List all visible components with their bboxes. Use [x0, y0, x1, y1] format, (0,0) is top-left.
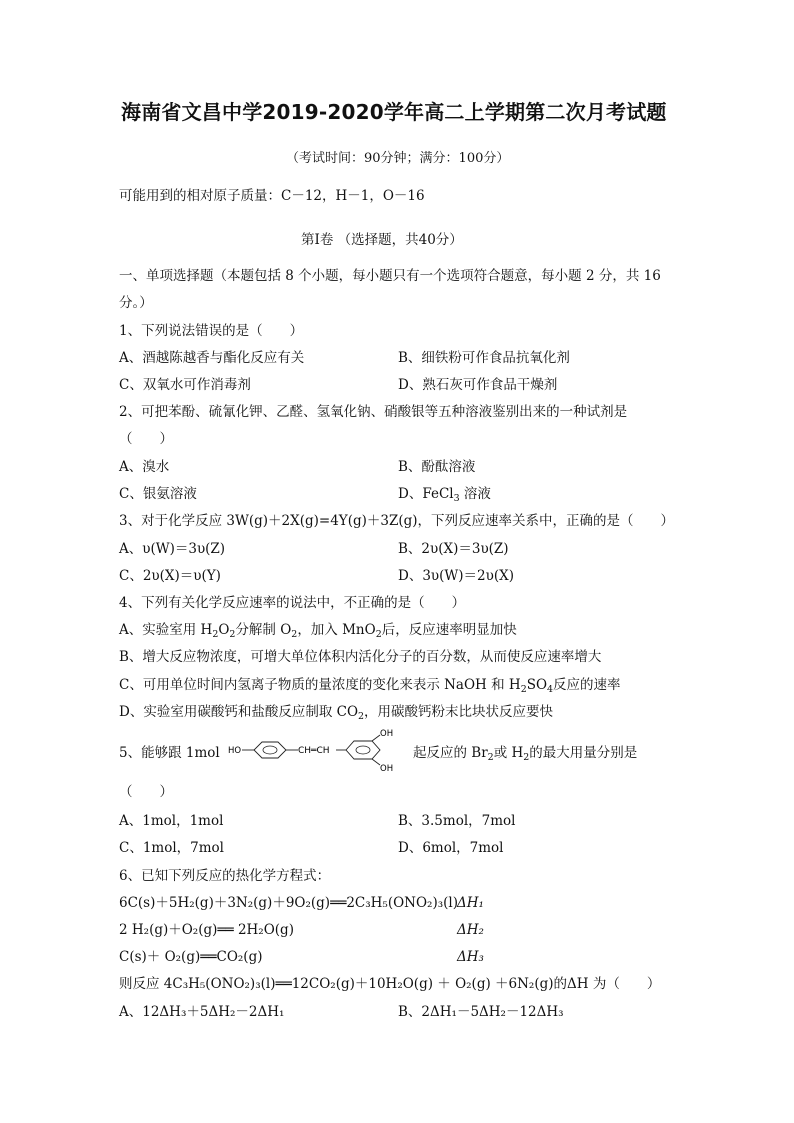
question-2-stem: 2、可把苯酚、硫氰化钾、乙醛、氢氧化钠、硝酸银等五种溶液鉴别出来的一种试剂是 [119, 404, 628, 420]
q6-equation-3: C(s)＋ O₂(g)══CO₂(g) [119, 949, 263, 965]
atomic-masses: 可能用到的相对原子质量：C－12，H－1，O－16 [119, 188, 425, 204]
mol-ho-label: HO [228, 746, 242, 756]
q2-d-text2: 溶液 [459, 486, 491, 502]
q6-equation-2: 2 H₂(g)＋O₂(g)══ 2H₂O(g) [119, 922, 294, 938]
q3-option-c: C、2υ(X)＝υ(Y) [119, 568, 221, 584]
q4-a-s1: 2 [212, 629, 219, 640]
page-title: 海南省文昌中学2019-2020学年高二上学期第二次月考试题 [121, 100, 667, 124]
q1-option-b: B、细铁粉可作食品抗氧化剂 [398, 350, 570, 366]
q4-a-t2: O [218, 622, 230, 638]
q5-option-d: D、6mol，7mol [398, 840, 504, 856]
q4-option-a [119, 621, 517, 639]
question-1-stem: 1、下列说法错误的是（ ） [119, 323, 304, 339]
q2-option-a: A、溴水 [119, 459, 170, 475]
q4-a-s2: 2 [229, 629, 236, 640]
benzene-ring-1 [254, 742, 286, 758]
question-5-stem-start: 5、能够跟 1mol [119, 745, 220, 761]
q2-option-b: B、酚酞溶液 [398, 459, 476, 475]
section-intro-line1: 一、单项选择题（本题包括 8 个小题，每小题只有一个选项符合题意，每小题 2 分，共 16 [119, 268, 661, 284]
stilbene-molecule-structure [228, 727, 408, 775]
q6-dh3: ΔH₃ [457, 949, 484, 965]
q4-c-t3: 反应的速率 [553, 677, 621, 693]
question-6-stem: 6、已知下列反应的热化学方程式： [119, 868, 331, 884]
q1-option-c: C、双氧水可作消毒剂 [119, 377, 251, 393]
q5-option-a: A、1mol，1mol [119, 813, 224, 829]
q2-d-sub: 3 [453, 493, 460, 504]
mol-oh-top-label: OH [380, 729, 394, 739]
q5-t1: 起反应的 Br [413, 745, 488, 761]
q4-c-s1: 2 [520, 684, 527, 695]
q6-equation-1: 6C(s)＋5H₂(g)＋3N₂(g)＋9O₂(g)══2C₃H₅(ONO₂)₃(l) [119, 895, 458, 911]
q6-option-b: B、2ΔH₁－5ΔH₂－12ΔH₃ [398, 1004, 564, 1020]
aromatic-circle-2 [356, 746, 370, 754]
q4-d-t2: ，用碳酸钙粉末比块状反应要快 [364, 704, 554, 720]
section-intro-line2: 分。） [119, 295, 153, 311]
q4-a-s3: 2 [291, 629, 298, 640]
mol-vinyl-label: CH═CH [298, 746, 330, 756]
q6-stem-2: 则反应 4C₃H₅(ONO₂)₃(l)══12CO₂(g)＋10H₂O(g) ＋ O₂(g) ＋6N₂(g)的ΔH 为（ ） [119, 976, 661, 992]
question-4-stem: 4、下列有关化学反应速率的说法中，不正确的是（ ） [119, 595, 466, 611]
q2-d-text: D、FeCl [398, 486, 454, 502]
q5-s2: 2 [523, 752, 530, 763]
aromatic-circle-1 [263, 746, 277, 754]
q4-a-t1: A、实验室用 H [119, 622, 213, 638]
benzene-ring-2 [346, 741, 380, 759]
q4-a-t5: 后，反应速率明显加快 [381, 622, 517, 638]
q5-option-b: B、3.5mol，7mol [398, 813, 516, 829]
question-5-stem-end [413, 744, 637, 762]
question-2-blank: （ ） [119, 431, 173, 447]
exam-info: （考试时间：90分钟；满分：100分） [286, 151, 510, 166]
q6-dh1: ΔH₁ [457, 895, 484, 911]
volume-title: 第Ⅰ卷 （选择题，共40分） [301, 232, 463, 248]
q5-s1: 2 [487, 752, 494, 763]
mol-bond [372, 759, 380, 765]
q4-d-s1: 2 [358, 711, 365, 722]
q4-d-t1: D、实验室用碳酸钙和盐酸反应制取 CO [119, 704, 359, 720]
q5-option-c: C、1mol，7mol [119, 840, 225, 856]
q3-option-d: D、3υ(W)＝2υ(X) [398, 568, 514, 584]
mol-bond [372, 735, 380, 741]
q4-c-t2: SO [526, 677, 548, 693]
q1-option-d: D、熟石灰可作食品干燥剂 [398, 377, 558, 393]
q4-a-t4: ，加入 MnO [297, 622, 376, 638]
q6-dh2: ΔH₂ [457, 922, 484, 938]
q2-option-d [398, 485, 491, 503]
question-3-stem: 3、对于化学反应 3W(g)＋2X(g)=4Y(g)＋3Z(g)，下列反应速率关系中，正确的是（ ） [119, 513, 675, 529]
q4-c-s2: 4 [547, 684, 554, 695]
q6-option-a: A、12ΔH₃＋5ΔH₂－2ΔH₁ [119, 1004, 285, 1020]
q3-option-b: B、2υ(X)＝3υ(Z) [398, 541, 509, 557]
mol-oh-bottom-label: OH [380, 764, 394, 774]
q4-c-t1: C、可用单位时间内氢离子物质的量浓度的变化来表示 NaOH 和 H [119, 677, 521, 693]
q5-t3: 的最大用量分别是 [529, 745, 638, 761]
q1-option-a: A、酒越陈越香与酯化反应有关 [119, 350, 305, 366]
question-5-blank: （ ） [119, 784, 173, 800]
q2-option-c: C、银氨溶液 [119, 486, 197, 502]
q4-a-s4: 2 [375, 629, 382, 640]
q4-option-c [119, 676, 621, 694]
q4-a-t3: 分解制 O [235, 622, 292, 638]
q3-option-a: A、υ(W)＝3υ(Z) [119, 541, 226, 557]
q4-option-b: B、增大反应物浓度，可增大单位体积内活化分子的百分数，从而使反应速率增大 [119, 649, 602, 665]
q4-option-d [119, 703, 553, 721]
q5-t2: 或 H [493, 745, 524, 761]
